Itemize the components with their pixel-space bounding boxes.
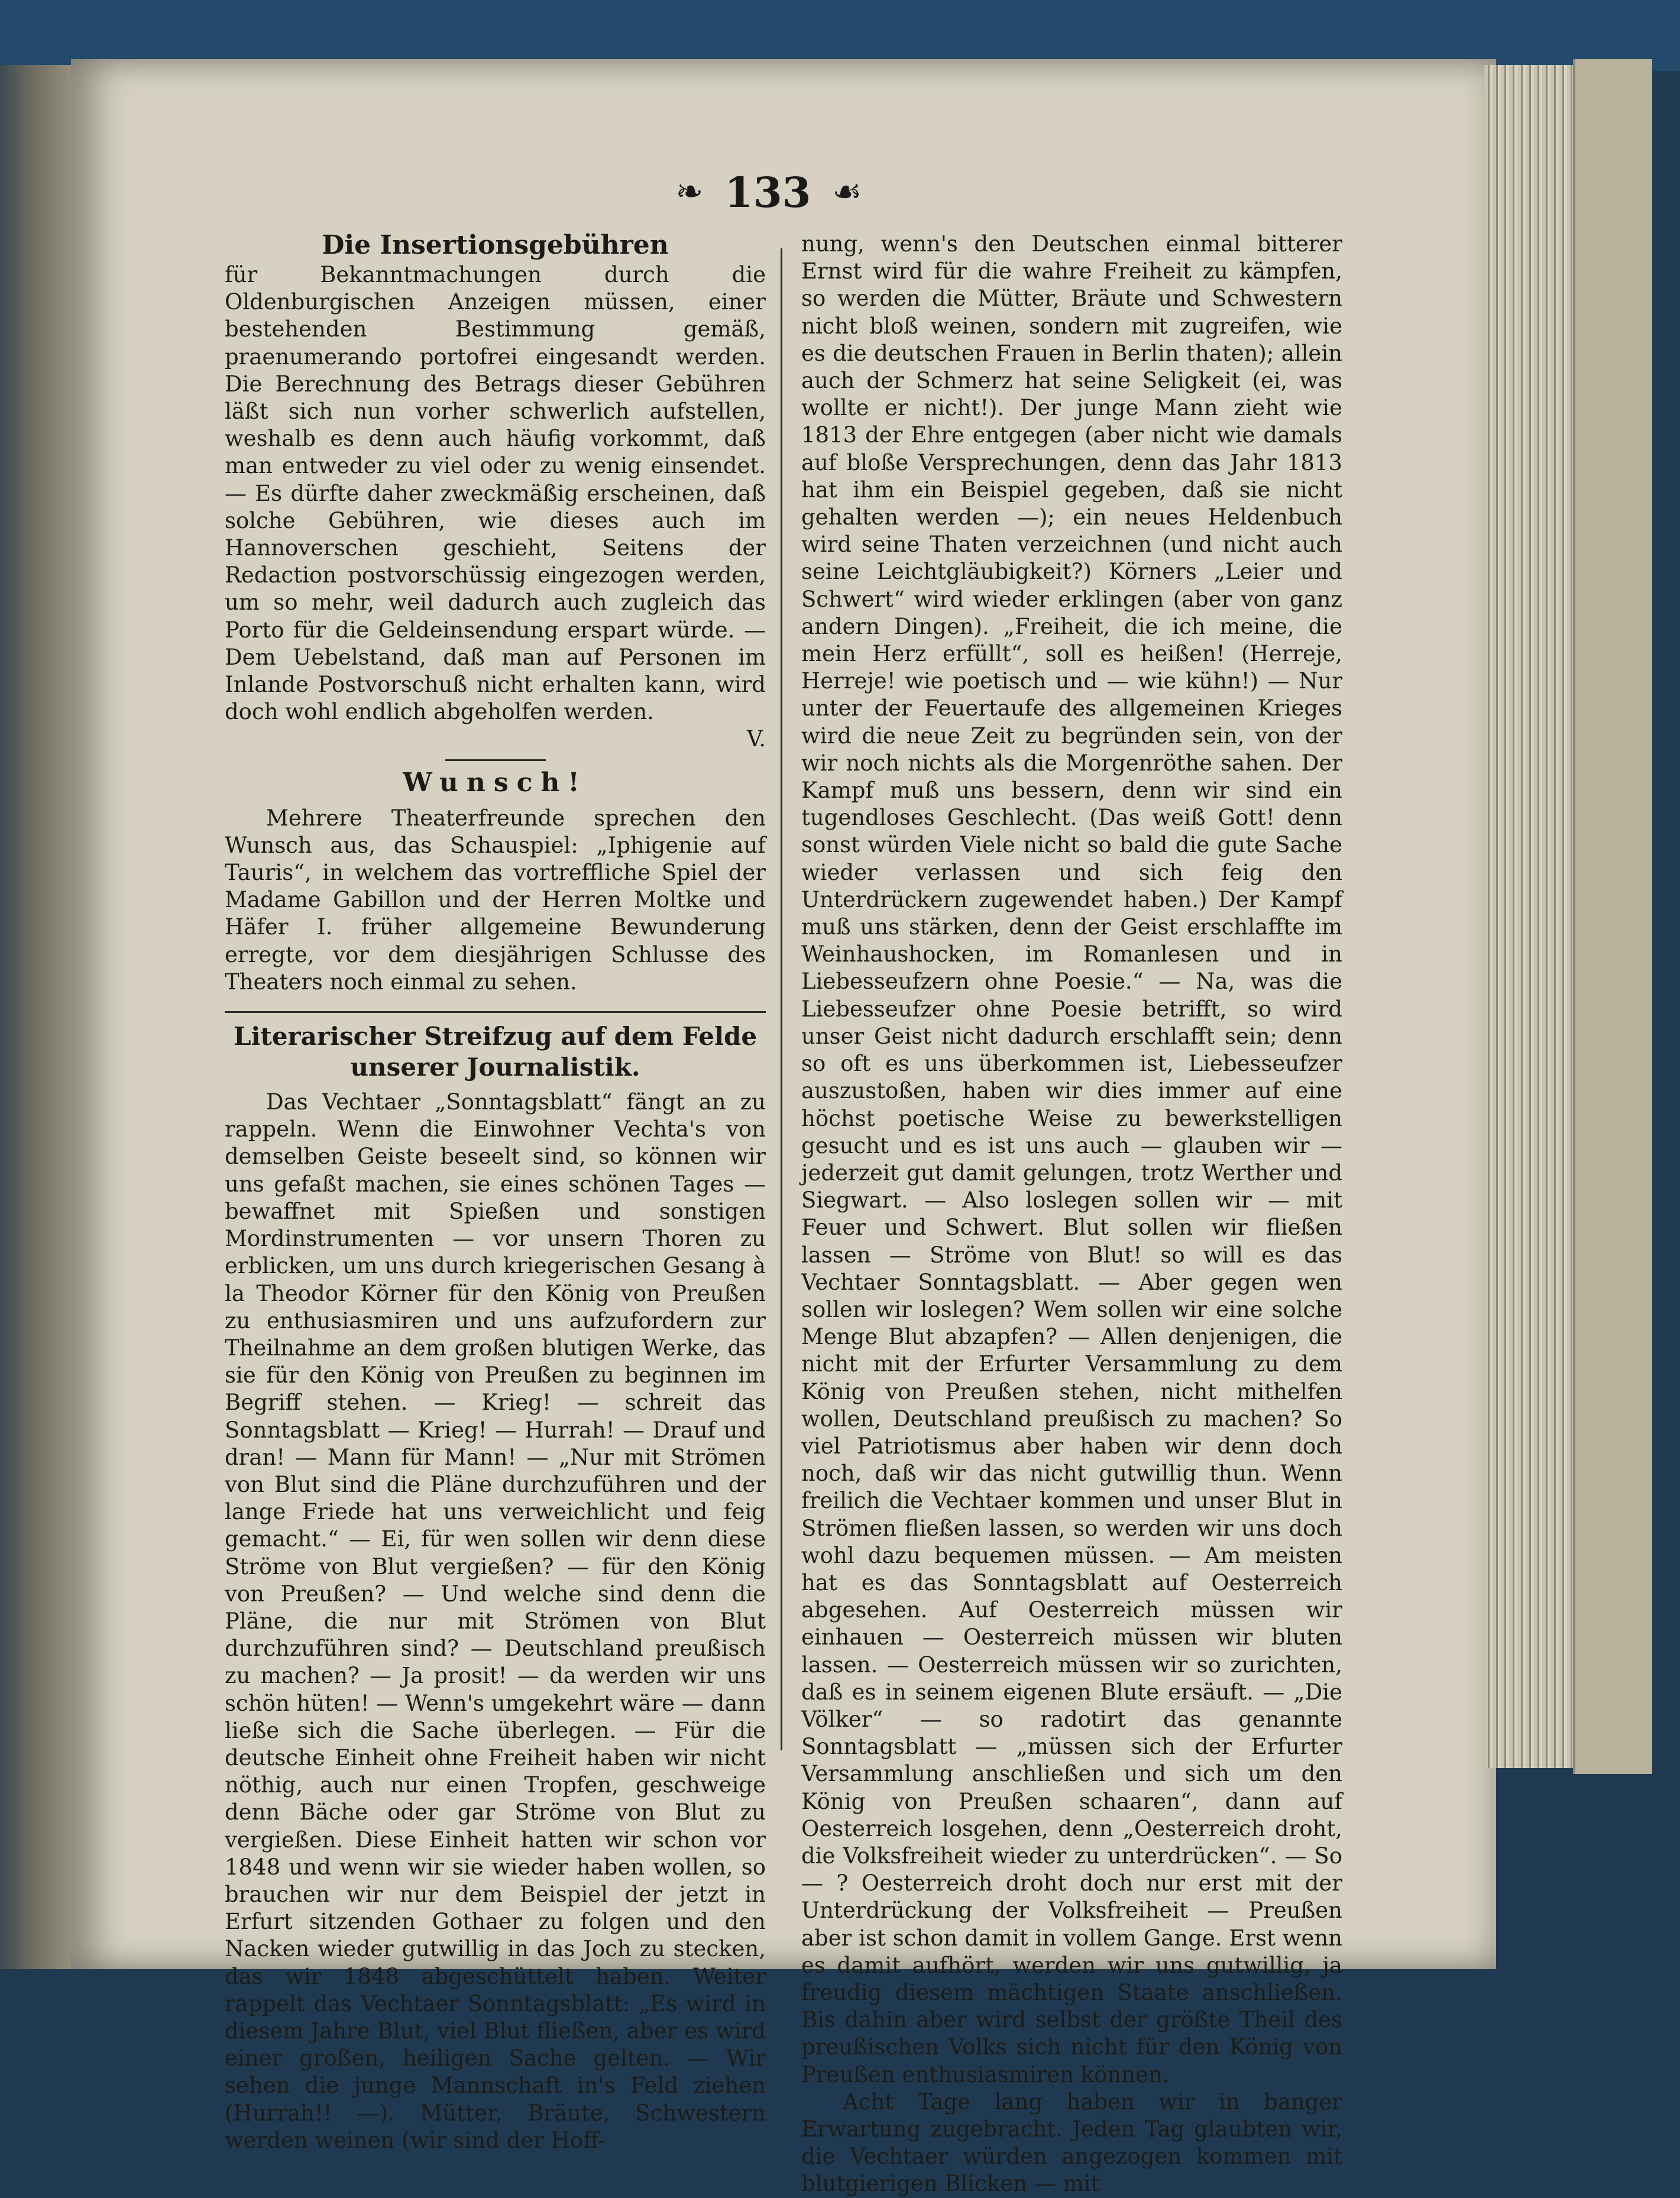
left-page-edge: [0, 65, 77, 1969]
divider: [445, 759, 546, 761]
page-header: [633, 167, 905, 217]
literary-text-col2: nung, wenn's den Deutschen einmal bitterer Ernst wird für die wahre Freiheit zu kämpfen, so werden die Mütter, Bräute und Schwestern nicht bloß weinen, sondern mit zugreifen, wie es die deutschen Frauen in Berlin thaten); allein auch der Schmerz hat seine Seligkeit (ei, was wollte er nicht!). Der junge Mann zieht wie 1813 der Ehre entgegen (aber nicht wie damals auf bloße Versprechungen, denn das Jahr 1813 hat ihm ein Beispiel gegeben, daß sie nicht gehalten werden —); ein neues Heldenbuch wird seine Thaten verzeichnen (und nicht auch seine Leichtgläubigkeit?) Körners „Leier und Schwert“ wird wieder erklingen (aber von ganz andern Dingen). „Freiheit, die ich meine, die mein Herz erfüllt“, soll es heißen! (Herreje, Herreje! wie poetisch und — wie kühn!) — Nur unter der Feuertaufe des allgemeinen Krieges wird die neue Zeit zu begründen sein, von der wir noch nichts als die Morgenröthe sahen. Der Kampf muß uns bessern, denn wir sind ein tugendloses Geschlecht. (Das weiß Gott! denn sonst würden Viele nicht so bald die gute Sache wieder verlassen und sich feig den Unterdrückern zugewendet haben.) Der Kampf muß uns stärken, denn der Geist erschlaffte im Weinhaushocken, im Romanlesen und in Liebesseufzern ohne Poesie.“ — Na, was die Liebesseufzer ohne Poesie betrifft, so wird unser Geist nicht dadurch erschlafft sein; denn so oft es uns überkommen ist, Liebesseufzer auszustoßen, haben wir dies immer auf eine höchst poetische Weise zu bewerkstelligen gesucht und es ist uns auch — glauben wir — jederzeit gut damit gelungen, trotz Werther und Siegwart. — Also loslegen sollen wir — mit Feuer und Schwert. Blut sollen wir fließen lassen — Ströme von Blut! so will es das Vechtaer Sonntagsblatt. — Aber gegen wen sollen wir loslegen? Wem sollen wir eine solche Menge Blut abzapfen? — Allen denjenigen, die nicht mit der Erfurter Versammlung zu dem König von Preußen stehen, nicht mithelfen wollen, Deutschland preußisch zu machen? So viel Patriotismus aber haben wir denn doch noch, daß wir das nicht gutwillig thun. Wenn freilich die Vechtaer kommen und unser Blut in Strömen fließen lassen, so werden wir uns doch wohl dazu bequemen müssen. — Am meisten hat es das Sonntagsblatt auf Oesterreich abgesehen. Auf Oesterreich müssen wir einhauen — Oesterreich müssen wir bluten lassen. — Oesterreich müssen wir so zurichten, daß es in seinem eigenen Blute ersäuft. — „Die Völker“ — so radotirt das genannte Sonntagsblatt — „müssen sich der Erfurter Versammlung anschließen und sich um den König von Preußen schaaren“, dann auf Oesterreich losgehen, denn „Oesterreich droht, die Volksfreiheit wieder zu unterdrücken“. — So — ? Oesterreich droht doch nur erst mit der Unterdrückung der Volksfreiheit — Preußen aber ist schon damit in vollem Gange. Erst wenn es damit aufhört, werden wir uns gutwillig, ja freudig diesem mächtigen Staate anschließen. Bis dahin aber wird selbst der größte Theil des preußischen Volks sich nicht für den König von Preußen enthusiasmiren können.: [801, 231, 1342, 2087]
ornament-right-icon: ☙: [832, 173, 862, 211]
page-number: 133: [724, 167, 811, 217]
back-board: [1573, 59, 1652, 1774]
section-divider: [225, 1011, 766, 1013]
insertion-title: Die Insertionsgebühren: [322, 230, 669, 260]
insertion-text: für Bekanntmachungen durch die Oldenburgischen Anzeigen müssen, einer bestehenden Bestimmung gemäß, praenumerando portofrei eingesandt werden. Die Berechnung des Betrags dieser Gebühren läßt sich nun vorher schwerlich aufstellen, weshalb es denn auch häufig vorkommt, daß man entweder zu viel oder zu wenig einsendet. — Es dürfte daher zweckmäßig erscheinen, daß solche Gebühren, wie dieses auch im Hannoverschen geschieht, Seitens der Redaction postvorschüssig eingezogen werden, um so mehr, weil dadurch auch zugleich das Porto für die Geldeinsendung erspart würde. — Dem Uebelstand, daß man auf Personen im Inlande Postvorschuß nicht erhalten kann, wird doch wohl endlich abgeholfen werden.: [225, 262, 766, 725]
literary-text-col2-b: Acht Tage lang haben wir in banger Erwartung zugebracht. Jeden Tag glaubten wir, die Vechtaer würden angezogen kommen mit blutgierigen Blicken — mit: [801, 2089, 1342, 2197]
column-left: [225, 231, 766, 2154]
literary-title: Literarischer Streifzug auf dem Felde unserer Journalistik.: [233, 1022, 758, 1082]
ornament-left-icon: ❧: [675, 173, 704, 211]
column-right: [801, 231, 1342, 2198]
literary-text-col1: Das Vechtaer „Sonntagsblatt“ fängt an zu rappeln. Wenn die Einwohner Vechta's von demselben Geiste beseelt sind, so können wir uns gefaßt machen, sie eines schönen Tages — bewaffnet mit Spießen und sonstigen Mordinstrumenten — vor unsern Thoren zu erblicken, um uns durch kriegerischen Gesang à la Theodor Körner für den König von Preußen zu enthusiasmiren und uns aufzufordern zur Theilnahme an dem großen blutigen Werke, das sie für den König von Preußen zu beginnen im Begriff stehen. — Krieg! — schreit das Sonntagsblatt — Krieg! — Hurrah! — Drauf und dran! — Mann für Mann! — „Nur mit Strömen von Blut sind die Pläne durchzuführen und der lange Friede hat uns verweichlicht und feig gemacht.“ — Ei, für wen sollen wir denn diese Ströme von Blut vergießen? — für den König von Preußen? — Und welche sind denn die Pläne, die nur mit Strömen von Blut durchzuführen sind? — Deutschland preußisch zu machen? — Ja prosit! — da werden wir uns schön hüten! — Wenn's umgekehrt wäre — dann ließe sich die Sache überlegen. — Für die deutsche Einheit ohne Freiheit haben wir nicht nöthig, auch nur einen Tropfen, geschweige denn Bäche oder gar Ströme von Blut zu vergießen. Diese Einheit hatten wir schon vor 1848 und wenn wir sie wieder haben wollen, so brauchen wir nur dem Beispiel der jetzt in Erfurt sitzenden Gothaer zu folgen und den Nacken wieder gutwillig in das Joch zu stecken, das wir 1848 abgeschüttelt haben. Weiter rappelt das Vechtaer Sonntagsblatt: „Es wird in diesem Jahre Blut, viel Blut fließen, aber es wird einer großen, heiligen Sache gelten. — Wir sehen die junge Mannschaft in's Feld ziehen (Hurrah!! —). Mütter, Bräute, Schwestern werden weinen (wir sind der Hoff-: [225, 1089, 766, 2153]
column-rule: [781, 248, 782, 1750]
wunsch-text: Mehrere Theaterfreunde sprechen den Wunsch aus, das Schauspiel: „Iphigenie auf Tauris“, in welchem das vortreffliche Spiel der Madame Gabillon und der Herren Moltke und Häfer I. früher allgemeine Bewunderung erregte, vor dem diesjährigen Schlusse des Theaters noch einmal zu sehen.: [225, 805, 766, 995]
page-edges: [1484, 65, 1573, 1768]
wunsch-title: Wunsch!: [403, 767, 588, 798]
insertion-signature: V.: [746, 726, 766, 752]
